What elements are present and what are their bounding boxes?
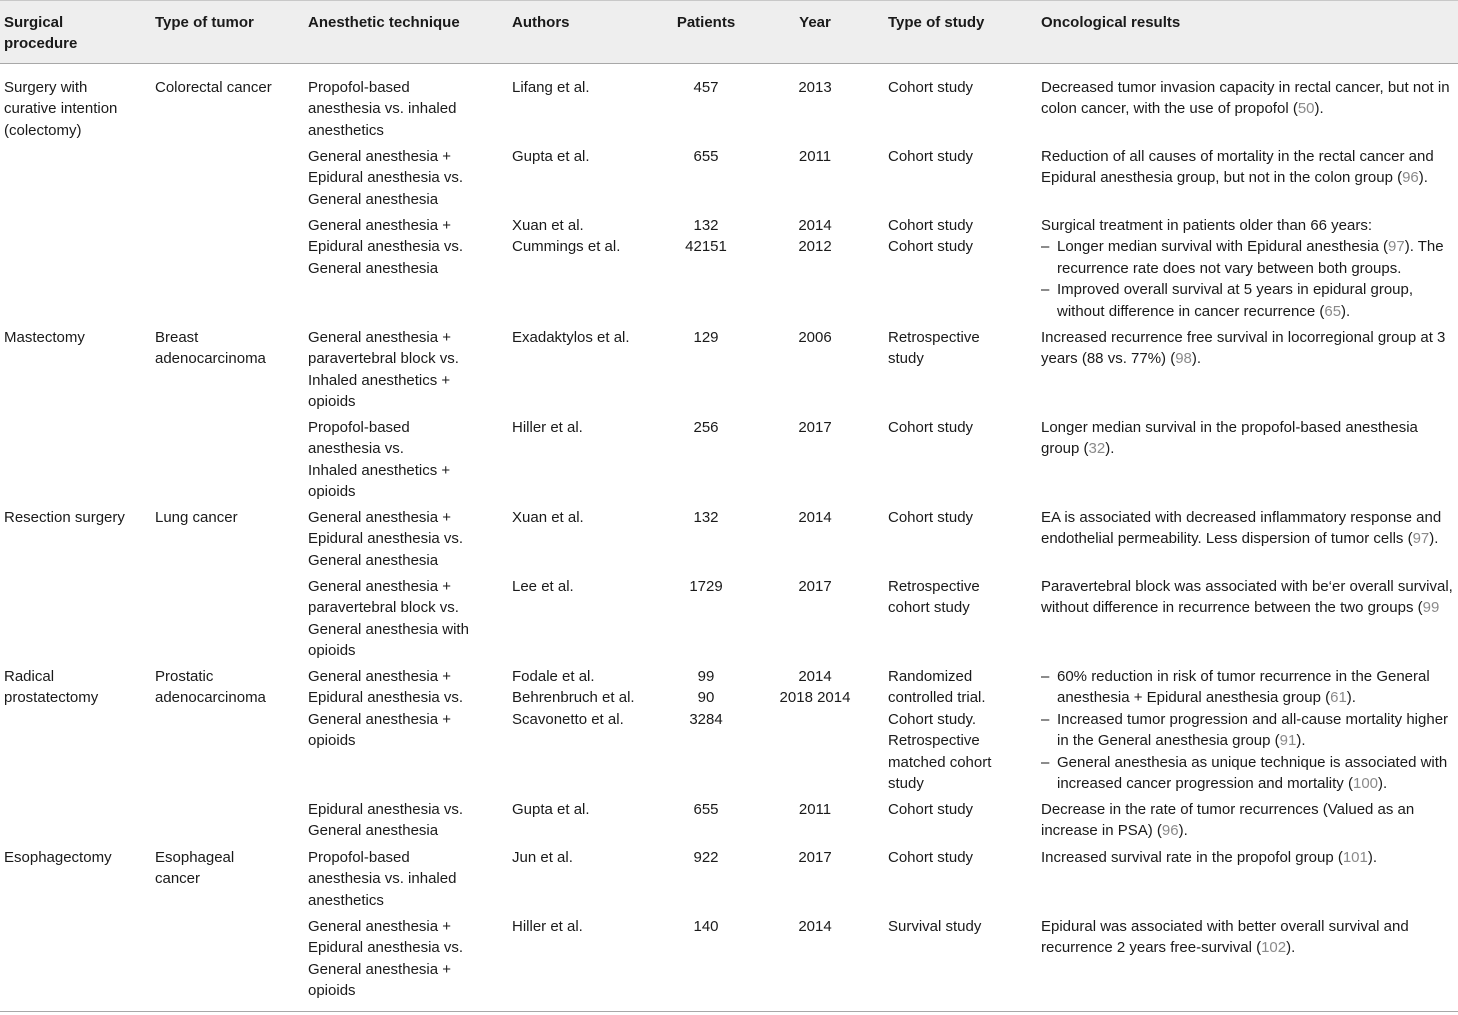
technique-cell [308, 799, 463, 842]
patients-cell [656, 215, 756, 258]
technique-line: General anesthesia + [308, 710, 452, 728]
procedure-cell [4, 847, 112, 868]
study-line: Cohort study [888, 79, 974, 96]
patients-line: 655 [693, 801, 719, 818]
results-text: ). [1341, 302, 1351, 320]
results-line: Longer median survival in the propofol-based anesthesia [1041, 419, 1418, 436]
patients-line: 129 [693, 329, 719, 346]
results-line [1057, 236, 1444, 257]
results-line [1041, 438, 1418, 459]
technique-cell [308, 77, 456, 141]
results-cell [1041, 417, 1418, 460]
results-line: Increased recurrence free survival in locorregional group at 3 [1041, 329, 1446, 346]
technique-line: General anesthesia [308, 822, 439, 840]
bullet-dash: – [1041, 753, 1050, 771]
header-tumor: Type of tumor [155, 14, 254, 31]
bullet-item [1041, 279, 1444, 322]
results-cell [1041, 799, 1414, 842]
technique-line: General anesthesia + [308, 918, 452, 935]
patients-line: 655 [693, 148, 719, 165]
patients-line: 132 [693, 509, 719, 526]
results-text: ). [1105, 440, 1115, 458]
year-line: 2011 [798, 801, 832, 818]
year-cell [769, 576, 861, 597]
study-cell [888, 847, 973, 868]
year-cell [769, 417, 861, 438]
header-procedure-line: procedure [4, 35, 78, 53]
year-line: 2018 2014 [779, 689, 851, 707]
technique-cell [308, 146, 463, 210]
technique-line: Propofol-based [308, 849, 410, 866]
technique-cell [308, 507, 463, 571]
technique-cell [308, 327, 459, 413]
tumor-cell [155, 77, 272, 98]
results-line: 60% reduction in risk of tumor recurrence in the General [1057, 668, 1430, 685]
header-procedure [4, 12, 77, 55]
tumor-cell [155, 847, 234, 890]
patients-cell [656, 507, 756, 528]
technique-line: General anesthesia with [308, 620, 469, 638]
results-line: Decrease in the rate of tumor recurrences (Valued as an [1041, 801, 1415, 818]
study-line: Retrospective [888, 578, 980, 595]
patients-line: 90 [697, 689, 715, 707]
results-line [1041, 528, 1441, 549]
reference-link[interactable]: 61 [1330, 689, 1347, 707]
technique-line: General anesthesia + [308, 148, 452, 165]
author-line: Xuan et al. [512, 509, 584, 526]
results-cell [1041, 146, 1434, 189]
author-line: Exadaktylos et al. [512, 329, 630, 346]
tumor-cell [155, 666, 266, 709]
bullet-dash: – [1041, 238, 1050, 256]
results-line [1041, 348, 1445, 369]
technique-line: General anesthesia [308, 190, 439, 208]
author-line: Lifang et al. [512, 79, 590, 96]
authors-cell [512, 215, 620, 258]
technique-line: General anesthesia + [308, 509, 452, 526]
bullet-item [1041, 666, 1448, 709]
results-text: ). [1191, 350, 1202, 368]
technique-line: Inhaled anesthetics + [308, 371, 451, 389]
tumor-line: Breast [155, 329, 199, 346]
year-cell [769, 77, 861, 98]
reference-link[interactable]: 91 [1279, 732, 1297, 750]
procedure-cell [4, 507, 125, 528]
tumor-line: adenocarcinoma [155, 689, 266, 707]
authors-cell [512, 847, 573, 868]
year-cell [769, 666, 861, 709]
authors-cell [512, 576, 574, 597]
header-study: Type of study [888, 14, 985, 31]
patients-cell [656, 916, 756, 937]
header-procedure-line: Surgical [4, 14, 64, 31]
bullet-item [1041, 709, 1448, 752]
year-cell [769, 847, 861, 868]
results-line [1041, 597, 1453, 618]
procedure-line: Surgery with [4, 79, 88, 96]
results-line: General anesthesia as unique technique is associated with [1057, 753, 1448, 771]
patients-cell [656, 77, 756, 98]
study-cell [888, 77, 973, 98]
procedure-line: Radical [4, 668, 55, 685]
bullet-dash: – [1041, 668, 1050, 685]
technique-line: Epidural anesthesia vs. [308, 801, 464, 818]
year-line: 2017 [798, 578, 832, 595]
study-cell [888, 666, 991, 794]
study-cell [888, 576, 980, 619]
technique-line: anesthetics [308, 891, 384, 909]
results-text: colon cancer, with the use of propofol ( [1041, 100, 1298, 118]
tumor-line: Esophageal [155, 849, 235, 866]
results-line [1057, 773, 1448, 794]
author-line: Behrenbruch et al. [512, 689, 635, 707]
year-line: 2012 [798, 238, 832, 256]
technique-line: opioids [308, 642, 356, 660]
authors-cell [512, 666, 635, 730]
study-cell [888, 215, 973, 258]
results-text: ). [1314, 100, 1324, 118]
tumor-line: Colorectal cancer [155, 79, 272, 96]
header-patients: Patients [676, 14, 736, 31]
tumor-cell [155, 327, 266, 370]
technique-line: opioids [308, 732, 356, 750]
technique-line: Epidural anesthesia vs. [308, 238, 464, 256]
study-line: matched cohort [888, 753, 992, 771]
results-line [1041, 98, 1450, 119]
technique-line: Inhaled anesthetics + [308, 461, 451, 479]
results-line [1041, 167, 1434, 188]
year-line: 2014 [798, 509, 832, 526]
study-cell [888, 916, 981, 937]
patients-cell [656, 417, 756, 438]
results-text: in the General anesthesia group ( [1057, 732, 1280, 750]
study-line: Cohort study [888, 801, 974, 818]
technique-cell [308, 417, 450, 503]
study-line: cohort study [888, 599, 970, 617]
results-text: ). [1429, 530, 1439, 548]
results-text: ). [1178, 822, 1188, 840]
study-cell [888, 507, 973, 528]
study-line: Cohort study. [888, 710, 977, 728]
year-cell [769, 916, 861, 937]
results-text: increase in PSA) ( [1041, 822, 1162, 840]
study-line: Cohort study [888, 217, 974, 234]
technique-line: General anesthesia + [308, 960, 452, 978]
author-line: Hiller et al. [512, 918, 583, 935]
patients-line: 42151 [685, 238, 727, 256]
study-line: Cohort study [888, 509, 974, 526]
technique-line: opioids [308, 483, 356, 501]
bullet-item [1041, 236, 1444, 279]
results-text: ). [1418, 169, 1428, 187]
technique-line: Propofol-based [308, 79, 410, 96]
reference-link[interactable]: 99 [1422, 599, 1440, 617]
technique-line: opioids [308, 982, 356, 1000]
patients-line: 3284 [689, 710, 723, 728]
bullet-dash: – [1041, 710, 1050, 728]
study-line: Retrospective [888, 732, 980, 750]
technique-line: paravertebral block vs. [308, 599, 459, 617]
procedure-cell [4, 327, 85, 348]
results-line [1041, 820, 1414, 841]
results-text: recurrence 2 years free-survival ( [1041, 939, 1262, 957]
results-cell [1041, 215, 1444, 322]
technique-line: General anesthesia [308, 551, 439, 569]
procedure-line: Resection surgery [4, 509, 125, 526]
results-text: increased cancer progression and mortality ( [1057, 775, 1353, 793]
author-line: Fodale et al. [512, 668, 595, 685]
procedure-line: Mastectomy [4, 329, 85, 346]
study-line: Retrospective [888, 329, 980, 346]
results-text: ). [1286, 939, 1296, 957]
technique-cell [308, 916, 463, 1002]
author-line: Scavonetto et al. [512, 710, 624, 728]
year-cell [769, 327, 861, 348]
procedure-line: (colectomy) [4, 121, 82, 139]
reference-link[interactable]: 97 [1412, 530, 1430, 548]
study-cell [888, 327, 980, 370]
reference-link[interactable]: 101 [1342, 849, 1368, 866]
results-cell [1041, 916, 1409, 959]
authors-cell [512, 77, 590, 98]
results-text: ). [1346, 689, 1356, 707]
patients-cell [656, 327, 756, 348]
header-year: Year [799, 14, 831, 31]
patients-line: 99 [697, 668, 715, 685]
results-line: Improved overall survival at 5 years in epidural group, [1057, 281, 1414, 299]
patients-line: 132 [693, 217, 719, 234]
year-cell [769, 146, 861, 167]
year-line: 2014 [798, 217, 832, 234]
study-line: Cohort study [888, 419, 974, 436]
results-line: Surgical treatment in patients older than 66 years: [1041, 217, 1373, 234]
reference-link[interactable]: 32 [1088, 440, 1106, 458]
patients-line: 1729 [689, 578, 723, 595]
technique-line: General anesthesia + [308, 329, 452, 346]
tumor-line: Lung cancer [155, 509, 238, 526]
results-text: without difference in cancer recurrence ( [1057, 302, 1325, 320]
bottom-rule [0, 1011, 1458, 1012]
year-line: 2006 [798, 329, 832, 346]
results-text: Longer median survival with Epidural anesthesia ( [1057, 238, 1389, 256]
header-technique: Anesthetic technique [308, 14, 460, 31]
technique-cell [308, 215, 463, 279]
results-line: EA is associated with decreased inflammatory response and [1041, 509, 1442, 526]
study-cell [888, 799, 973, 820]
procedure-line: curative intention [4, 100, 118, 118]
tumor-line: Prostatic [155, 668, 214, 685]
results-text: Increased survival rate in the propofol group ( [1041, 849, 1343, 866]
procedure-cell [4, 77, 117, 141]
results-text: ). [1367, 849, 1378, 866]
study-line: Survival study [888, 918, 982, 935]
tumor-cell [155, 507, 238, 528]
year-line: 2013 [798, 79, 832, 96]
author-line: Lee et al. [512, 578, 574, 595]
technique-line: General anesthesia + [308, 668, 452, 685]
results-line: Increased tumor progression and all-cause mortality higher [1057, 710, 1449, 728]
study-line: controlled trial. [888, 689, 986, 707]
results-line: Reduction of all causes of mortality in the rectal cancer and [1041, 148, 1434, 165]
results-text: without difference in recurrence between the two groups ( [1041, 599, 1423, 617]
study-line: Cohort study [888, 148, 974, 165]
procedure-line: prostatectomy [4, 689, 99, 707]
results-line [1041, 937, 1409, 958]
reference-link[interactable]: 50 [1297, 100, 1315, 118]
study-cell [888, 417, 973, 438]
author-line: Jun et al. [512, 849, 573, 866]
year-line: 2011 [798, 148, 832, 165]
results-line: recurrence rate does not vary between both groups. [1057, 259, 1402, 277]
reference-link[interactable]: 102 [1261, 939, 1287, 957]
results-cell [1041, 666, 1448, 794]
header-results: Oncological results [1041, 14, 1181, 31]
technique-line: Propofol-based [308, 419, 410, 436]
study-line: study [888, 350, 924, 368]
header-rule [0, 63, 1458, 64]
author-line: Xuan et al. [512, 217, 584, 234]
authors-cell [512, 417, 583, 438]
patients-line: 457 [693, 79, 719, 96]
year-cell [769, 215, 861, 258]
reference-link[interactable]: 97 [1388, 238, 1405, 256]
reference-link[interactable]: 98 [1175, 350, 1192, 368]
results-cell [1041, 327, 1445, 370]
results-cell [1041, 77, 1450, 120]
results-line [1057, 687, 1448, 708]
author-line: Gupta et al. [512, 801, 590, 818]
technique-line: General anesthesia + [308, 217, 452, 234]
technique-line: General anesthesia + [308, 578, 452, 595]
results-line [1041, 847, 1377, 868]
year-line: 2014 [798, 918, 832, 935]
results-line: Decreased tumor invasion capacity in rectal cancer, but not in [1041, 79, 1450, 96]
results-text: anesthesia + Epidural anesthesia group ( [1057, 689, 1331, 707]
technique-line: anesthetics [308, 121, 384, 139]
technique-cell [308, 576, 469, 662]
technique-line: paravertebral block vs. [308, 350, 459, 368]
results-text: endothelial permeability. Less dispersion of tumor cells ( [1041, 530, 1413, 548]
authors-cell [512, 507, 584, 528]
results-text: years (88 vs. 77%) ( [1041, 350, 1176, 368]
reference-link[interactable]: 65 [1324, 302, 1342, 320]
technique-line: Epidural anesthesia vs. [308, 169, 464, 187]
author-line: Hiller et al. [512, 419, 583, 436]
authors-cell [512, 916, 583, 937]
author-line: Gupta et al. [512, 148, 590, 165]
reference-link[interactable]: 96 [1161, 822, 1179, 840]
year-line: 2017 [798, 849, 832, 866]
study-line: Randomized [888, 668, 973, 685]
year-cell [769, 507, 861, 528]
year-line: 2014 [798, 668, 832, 685]
technique-line: opioids [308, 393, 356, 411]
results-text: ). The [1404, 238, 1444, 256]
reference-link[interactable]: 96 [1402, 169, 1419, 187]
patients-cell [656, 576, 756, 597]
patients-cell [656, 666, 756, 730]
procedure-line: Esophagectomy [4, 849, 112, 866]
results-text: ). [1378, 775, 1388, 793]
technique-line: anesthesia vs. [308, 440, 404, 458]
results-line [1057, 301, 1444, 322]
study-line: study [888, 775, 924, 793]
reference-link[interactable]: 100 [1352, 775, 1379, 793]
results-cell [1041, 507, 1441, 550]
results-cell [1041, 576, 1453, 619]
technique-line: Epidural anesthesia vs. [308, 939, 464, 957]
technique-cell [308, 847, 456, 911]
results-cell [1041, 847, 1377, 868]
patients-cell [656, 847, 756, 868]
authors-cell [512, 799, 590, 820]
results-text: group ( [1041, 440, 1089, 458]
year-line: 2017 [798, 419, 832, 436]
year-cell [769, 799, 861, 820]
bullet-item [1041, 752, 1448, 795]
study-line: Cohort study [888, 849, 974, 866]
technique-line: Epidural anesthesia vs. [308, 689, 464, 707]
patients-line: 256 [693, 419, 719, 436]
patients-line: 922 [693, 849, 719, 866]
technique-cell [308, 666, 463, 752]
results-line [1057, 730, 1448, 751]
author-line: Cummings et al. [512, 238, 621, 256]
header-authors: Authors [512, 14, 570, 31]
patients-cell [656, 146, 756, 167]
results-line: Paravertebral block was associated with be‘er overall survival, [1041, 578, 1453, 595]
technique-line: anesthesia vs. inhaled [308, 870, 457, 888]
results-line: Epidural was associated with better overall survival and [1041, 918, 1409, 935]
patients-line: 140 [693, 918, 719, 935]
bullet-dash: – [1041, 281, 1050, 299]
authors-cell [512, 146, 590, 167]
technique-line: anesthesia vs. inhaled [308, 100, 457, 118]
patients-cell [656, 799, 756, 820]
tumor-line: adenocarcinoma [155, 350, 266, 368]
procedure-cell [4, 666, 98, 709]
study-line: Cohort study [888, 238, 974, 256]
tumor-line: cancer [155, 870, 201, 888]
technique-line: Epidural anesthesia vs. [308, 530, 464, 548]
technique-line: General anesthesia [308, 259, 439, 277]
results-text: ). [1296, 732, 1306, 750]
authors-cell [512, 327, 630, 348]
results-text: Epidural anesthesia group, but not in the colon group ( [1041, 169, 1403, 187]
study-cell [888, 146, 973, 167]
